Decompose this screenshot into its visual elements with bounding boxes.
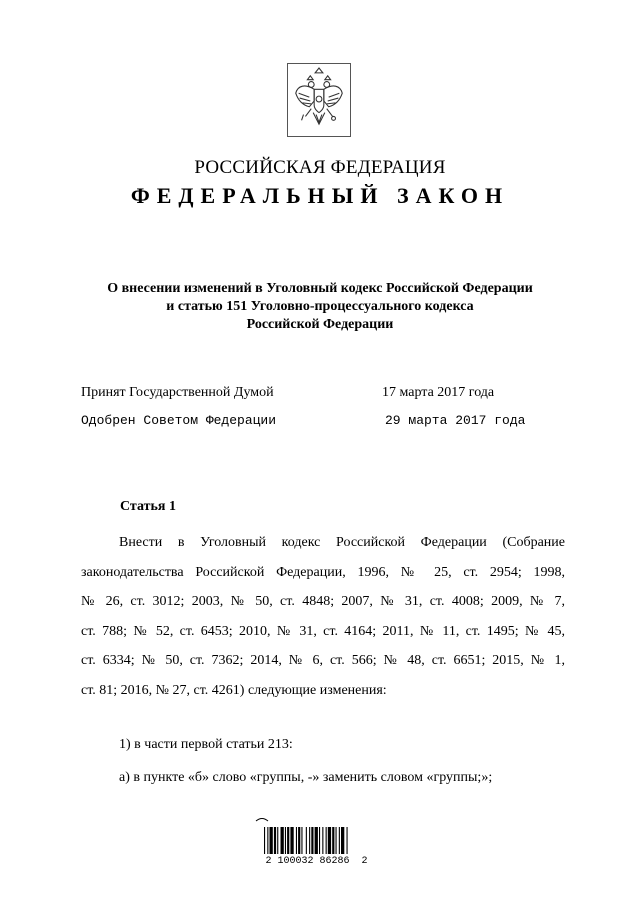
paragraph-line: законодательства Российской Федерации, 1996, № 25, ст. 2954; 1998, (81, 564, 565, 580)
law-title-line: Российской Федерации (246, 317, 394, 332)
barcode-bar (264, 827, 265, 854)
country-name: РОССИЙСКАЯ ФЕДЕРАЦИЯ (194, 157, 446, 178)
law-title-line: и статью 151 Уголовно-процессуального кодекса (166, 299, 474, 314)
paragraph-line: ст. 81; 2016, № 27, ст. 4261) следующие изменения: (81, 682, 387, 698)
law-title-line: О внесении изменений в Уголовный кодекс Российской Федерации (107, 281, 533, 296)
barcode-bar (332, 827, 334, 854)
article-paragraph (81, 528, 565, 706)
barcode-bar (306, 827, 307, 854)
barcode-bar (285, 827, 286, 854)
barcode-bar (270, 827, 273, 854)
list-item: 1) в части первой статьи 213: (119, 737, 293, 752)
duma-label: Принят Государственной Думой (81, 385, 274, 400)
council-date: 29 марта 2017 года (385, 413, 526, 428)
barcode-bar (301, 827, 302, 854)
barcode-bar (290, 827, 293, 854)
list-item: а) в пункте «б» слово «группы, -» заменить словом «группы;»; (119, 770, 493, 785)
barcode-bars (254, 815, 379, 855)
barcode-bar (311, 827, 313, 854)
law-title (60, 280, 580, 334)
barcode-bar (309, 827, 310, 854)
barcode-bar (315, 827, 318, 854)
barcode-bar (326, 827, 327, 854)
paragraph-line: Внести в Уголовный кодекс Российской Федерации (Собрание (119, 535, 565, 550)
barcode-bar (347, 827, 348, 854)
council-label: Одобрен Советом Федерации (81, 413, 277, 428)
barcode (254, 815, 379, 871)
article-heading: Статья 1 (120, 499, 176, 514)
barcode-bar (298, 827, 300, 854)
barcode-bar (336, 827, 337, 854)
barcode-bar (319, 827, 320, 854)
paragraph-line: № 26, ст. 3012; 2003, № 50, ст. 4848; 2007, № 31, ст. 4008; 2009, № 7, (81, 594, 565, 610)
barcode-bar (322, 827, 323, 854)
barcode-bar (341, 827, 344, 854)
barcode-number: 2 100032 86286 2 (265, 856, 368, 867)
barcode-bar (267, 827, 268, 854)
barcode-bar (277, 827, 278, 854)
duma-date: 17 марта 2017 года (382, 385, 495, 400)
coat-of-arms-icon (287, 63, 351, 137)
barcode-bar (328, 827, 331, 854)
barcode-bar (296, 827, 297, 854)
barcode-bar (339, 827, 340, 854)
barcode-bar (274, 827, 276, 854)
paragraph-line: ст. 788; № 52, ст. 6453; 2010, № 31, ст. 4164; 2011, № 11, ст. 1495; № 45, (81, 623, 565, 639)
barcode-bar (287, 827, 289, 854)
barcode-bar (281, 827, 284, 854)
law-type-heading: ФЕДЕРАЛЬНЫЙ ЗАКОН (130, 183, 510, 208)
paragraph-line: ст. 6334; № 50, ст. 7362; 2014, № 6, ст. 566; № 48, ст. 6651; 2015, № 1, (81, 653, 565, 669)
